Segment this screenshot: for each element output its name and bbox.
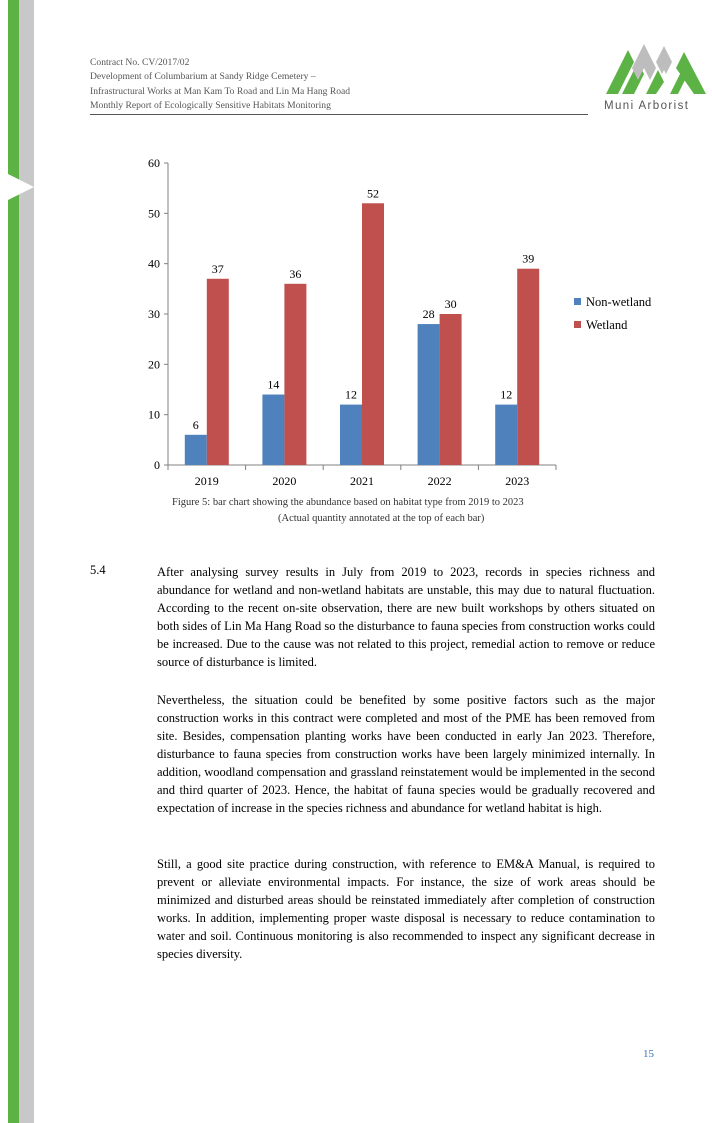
bar-non-wetland <box>262 395 284 465</box>
bar-data-label: 37 <box>211 261 224 276</box>
header-divider <box>90 114 588 115</box>
y-tick-label: 50 <box>148 206 160 221</box>
bar-non-wetland <box>340 405 362 465</box>
figure-caption-note: (Actual quantity annotated at the top of each bar) <box>278 513 485 524</box>
x-tick-label: 2020 <box>272 474 297 488</box>
bar-data-label: 39 <box>522 251 535 266</box>
page-number: 15 <box>643 1048 654 1060</box>
x-tick-label: 2023 <box>505 474 530 488</box>
y-tick-label: 40 <box>148 256 160 271</box>
y-tick-label: 0 <box>154 458 160 472</box>
bar-data-label: 6 <box>192 417 199 432</box>
bar-wetland <box>440 314 462 465</box>
sidebar-green-stripe <box>8 0 19 1123</box>
page-sidebar-decoration <box>0 0 34 1123</box>
sidebar-notch <box>0 170 34 204</box>
header-line-report: Monthly Report of Ecologically Sensitive Habitats Monitoring <box>90 100 331 112</box>
bar-data-label: 52 <box>367 186 379 201</box>
figure-caption: Figure 5: bar chart showing the abundance based on habitat type from 2019 to 2023 <box>172 497 524 508</box>
bar-data-label: 14 <box>267 377 280 392</box>
section-number: 5.4 <box>90 563 106 577</box>
header-line-contract: Contract No. CV/2017/02 <box>90 57 190 68</box>
header-line-project: Development of Columbarium at Sandy Ridge Cemetery – <box>90 71 316 83</box>
bar-data-label: 12 <box>345 387 357 402</box>
y-tick-label: 10 <box>148 407 160 422</box>
bar-data-label: 12 <box>500 387 513 402</box>
bar-data-label: 36 <box>289 266 302 281</box>
report-header <box>90 56 588 114</box>
abundance-bar-chart <box>140 155 680 495</box>
bar-data-label: 28 <box>422 307 435 322</box>
logo-wordmark: Muni Arborist <box>604 100 690 112</box>
bar-wetland <box>284 284 306 465</box>
legend-label: Non-wetland <box>586 295 652 309</box>
sidebar-gray-stripe <box>19 0 34 1123</box>
y-tick-label: 60 <box>148 156 160 170</box>
y-tick-label: 20 <box>148 357 160 372</box>
bar-wetland <box>207 279 229 465</box>
y-tick-label: 30 <box>148 307 160 321</box>
bar-non-wetland <box>185 435 207 465</box>
legend-swatch <box>574 298 581 305</box>
section-paragraph-2: Nevertheless, the situation could be benefited by some positive factors such as the major construction works in this contract were completed and most of the PME has been removed from site. Besides, compensation planting works have been conducted in early Jan 2023. Therefore, disturbance to fauna species from construction works have been largely minimized internally. In addition, woodland compensation and grassland reinstatement would be implemented in the second and third quarter of 2023. Hence, the habitat of fauna species would be gradually recovered and expectation of increase in the species richness and abundance for wetland habitat is high. <box>157 693 655 815</box>
bar-wetland <box>517 269 539 465</box>
bar-wetland <box>362 203 384 465</box>
x-tick-label: 2021 <box>350 474 374 488</box>
section-paragraph-1: After analysing survey results in July from 2019 to 2023, records in species richness and abundance for wetland and non-wetland habitats are unstable, this may due to natural fluctuation. According to the recent on-site observation, there are new built workshops by others situated on both sides of Lin Ma Hang Road so the disturbance to fauna species from construction works could be increased. Due to the cause was not related to this project, remedial action to remove or reduce source of disturbance is limited. <box>157 565 655 669</box>
header-line-works: Infrastructural Works at Man Kam To Road and Lin Ma Hang Road <box>90 85 351 97</box>
bar-non-wetland <box>418 324 440 465</box>
bar-data-label: 30 <box>444 297 457 311</box>
x-tick-label: 2022 <box>427 474 452 488</box>
legend-swatch <box>574 321 581 328</box>
section-paragraph-3: Still, a good site practice during construction, with reference to EM&A Manual, is required to prevent or alleviate environmental impacts. For instance, the size of work areas should be minimized and disturbed areas should be reinstated immediately after completion of construction works. In addition, implementing proper waste disposal is necessary to reduce contamination to water and soil. Continuous monitoring is also recommended to inspect any significant decrease in species diversity. <box>157 857 655 961</box>
legend-label: Wetland <box>586 318 628 332</box>
bar-non-wetland <box>495 405 517 465</box>
x-tick-label: 2019 <box>194 474 219 488</box>
